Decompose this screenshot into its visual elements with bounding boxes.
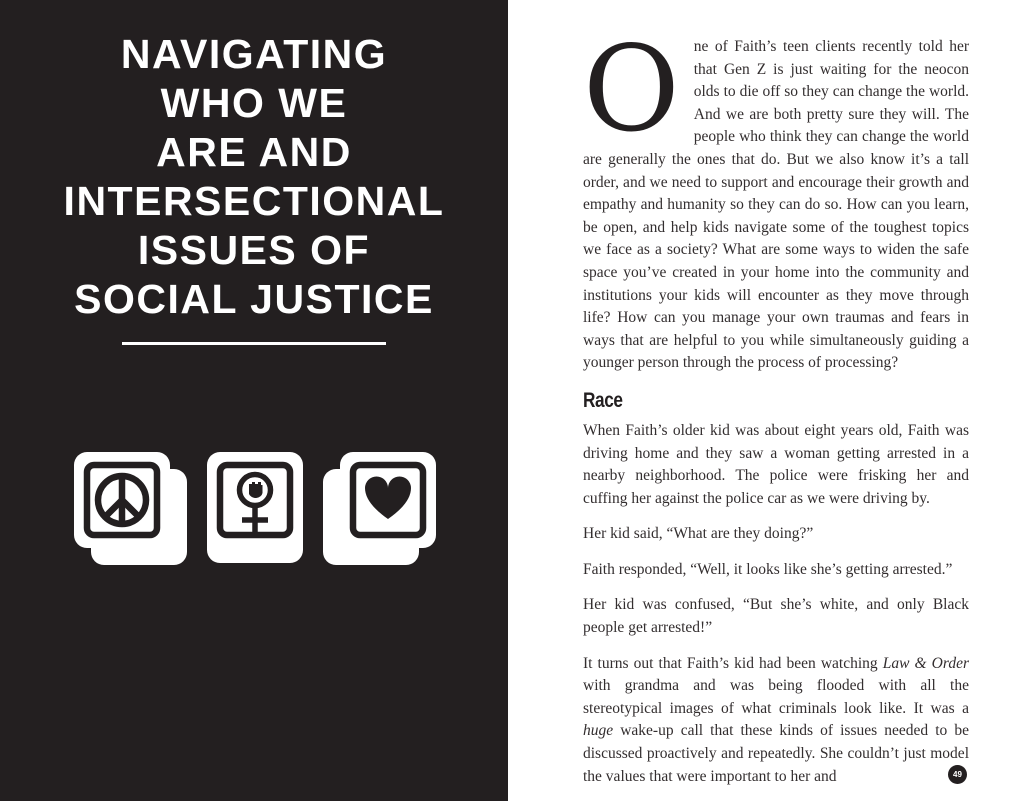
chapter-title-line: ARE AND <box>156 129 352 175</box>
opening-paragraph-text: ne of Faith’s teen clients recently told her that Gen Z is just waiting for the neocon olds to die off so they can change the world. And we are both pretty sure they will. The people who think they can change the world are generally the ones that do. But we also know it’s a tall order, and we need to support and encourage their growth and empathy and humanity so they can do so. How can you learn, be open, and help kids navigate some of the toughest topics we face as a society? What are some ways to widen the safe space you’ve created in your home into the community and institutions your kids will encounter as they move through life? How can you manage your own traumas and fears in ways that are helpful to you while simultaneously guiding a younger person through the process of processing? <box>583 38 969 372</box>
peace-icon <box>74 452 190 568</box>
chapter-title-line: ISSUES OF <box>137 227 371 273</box>
body-paragraph: It turns out that Faith’s kid had been watching Law & Order with grandma and was being flooded with all the stereotypical images of what criminals look like. It was a huge wake-up call that these kinds of issues needed to be discussed proactively and repeatedly. She couldn’t just model the values that were important to her and <box>583 654 969 785</box>
body-paragraph: Faith responded, “Well, it looks like she’s getting arrested.” <box>583 560 953 578</box>
heart-icon <box>320 452 436 568</box>
title-divider <box>122 342 386 345</box>
body-paragraph: Her kid said, “What are they doing?” <box>583 525 814 543</box>
section-heading: Race <box>583 388 623 412</box>
opening-paragraph <box>583 20 969 375</box>
chapter-title-line: NAVIGATING <box>120 31 388 77</box>
body-column <box>583 20 969 801</box>
text-page <box>508 0 1032 801</box>
chapter-icons <box>74 452 436 568</box>
chapter-title <box>0 30 508 324</box>
page-number: 49 <box>953 770 962 779</box>
chapter-title-line: SOCIAL JUSTICE <box>74 276 434 322</box>
body-paragraph: Her kid was confused, “But she’s white, and only Black people get arrested!” <box>583 596 969 637</box>
chapter-title-line: WHO WE <box>160 80 348 126</box>
drop-cap: O <box>583 20 680 158</box>
page-number-badge <box>948 765 967 784</box>
chapter-title-page <box>0 0 508 801</box>
body-paragraph: When Faith’s older kid was about eight years old, Faith was driving home and they saw a woman getting arrested in a nearby neighborhood. The police were frisking her and cuffing her against the police car as we were driving by. <box>583 421 969 507</box>
feminist-icon <box>197 452 313 568</box>
body-paragraphs <box>583 420 969 788</box>
chapter-title-line: INTERSECTIONAL <box>63 178 445 224</box>
